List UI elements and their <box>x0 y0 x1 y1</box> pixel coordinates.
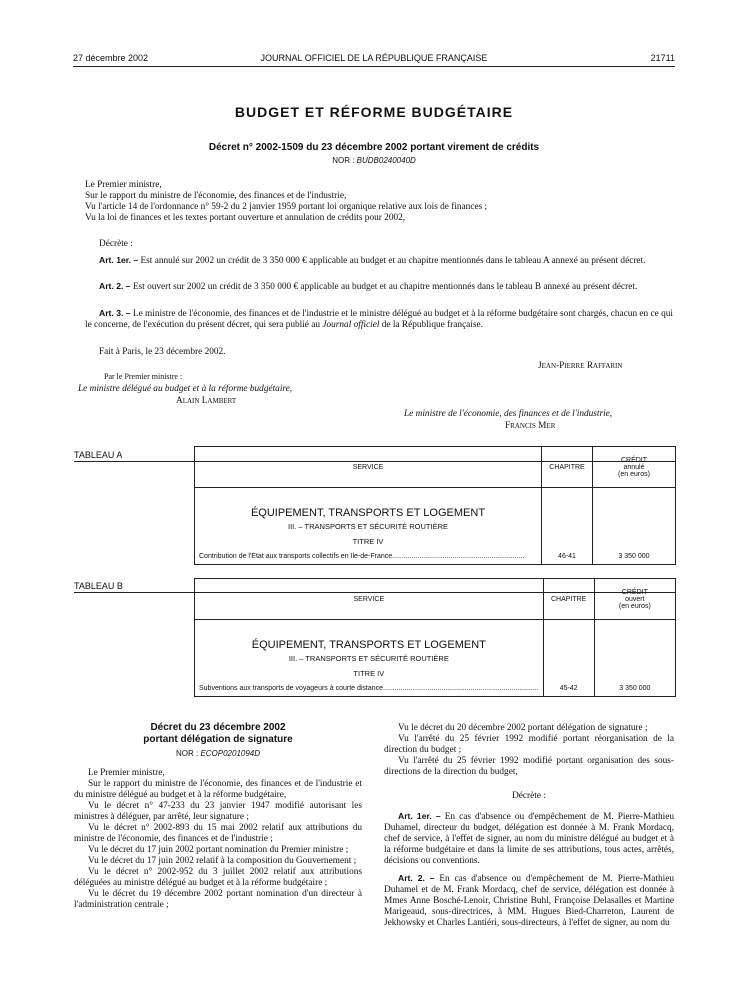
decree1-done: Fait à Paris, le 23 décembre 2002. <box>99 347 226 357</box>
row-credit: 3 350 000 <box>594 620 675 697</box>
header-journal: JOURNAL OFFICIEL DE LA RÉPUBLIQUE FRANÇAISE <box>260 53 488 63</box>
decree2-decrete: Décrète : <box>512 791 546 801</box>
col-chapitre: CHAPITRE <box>542 447 593 488</box>
art1-label: Art. 1er. – <box>99 255 139 265</box>
signer-pm: Jean-Pierre Raffarin <box>538 361 623 371</box>
table-b-label: TABLEAU B <box>74 581 123 591</box>
nor-code: BUDB0240040D <box>356 156 416 165</box>
min-budget-title: Le ministre délégué au budget et à la réforme budgétaire, <box>78 384 293 394</box>
preamble-line: Vu la loi de finances et les textes portant ouverture et annulation de crédits pour 2002, <box>85 213 406 223</box>
header-page: 21711 <box>650 53 675 63</box>
ministry: ÉQUIPEMENT, TRANSPORTS ET LOGEMENT <box>250 507 486 519</box>
decree1-art1 <box>85 255 673 267</box>
art2-text: Est ouvert sur 2002 un crédit de 3 350 000 € applicable au budget et au chapitre mentionnés dans le tableau B annexé au présent décret. <box>132 282 638 292</box>
table-a <box>194 446 676 565</box>
col-chapitre: CHAPITRE <box>543 579 594 620</box>
decree2-title: Décret du 23 décembre 2002 portant délégation de signature <box>143 722 293 745</box>
header-date: 27 décembre 2002 <box>73 53 149 63</box>
decree2-art2: Art. 2. – En cas d'absence ou d'empêchement de M. Pierre-Mathieu Duhamel et de M. Frank Mordacq, chef de service, délégation est donnée à Mmes Anne Bosché-Lenoir, Christine Buhl, Françoise Delasalles et Martine Marigeaud, sous-directrices, à MM. Hugues Bied-Charreton, Laurent de Jekhowsky et Charles Lantiéri, sous-directeurs, à l'effet de signer, au nom du <box>384 873 674 928</box>
section: III. – TRANSPORTS ET SÉCURITÉ ROUTIÈRE <box>288 654 449 663</box>
decree1-nor <box>0 156 748 165</box>
titre: TITRE IV <box>352 537 384 546</box>
para: Vu l'arrêté du 25 février 1992 modifié portant réorganisation de la direction du budget ; <box>384 734 674 755</box>
by-pm: Par le Premier ministre : <box>104 372 183 381</box>
section: III. – TRANSPORTS ET SÉCURITÉ ROUTIÈRE <box>287 522 449 531</box>
art2-label: Art. 2. – <box>99 281 131 291</box>
preamble-line: Le Premier ministre, <box>85 180 162 190</box>
col-service: SERVICE <box>195 447 542 488</box>
decree1-title: Décret n° 2002-1509 du 23 décembre 2002 portant virement de crédits <box>208 142 540 153</box>
decree1-art2 <box>85 281 673 293</box>
para: Vu le décret du 17 juin 2002 relatif à la composition du Gouvernement ; <box>88 856 357 866</box>
row-credit: 3 350 000 <box>593 488 676 565</box>
table-a-label: TABLEAU A <box>74 450 123 460</box>
ministry: ÉQUIPEMENT, TRANSPORTS ET LOGEMENT <box>251 639 486 651</box>
preamble-line: Sur le rapport du ministre de l'économie, des finances et de l'industrie, <box>85 191 347 201</box>
para: Vu le décret n° 2002-893 du 15 mai 2002 relatif aux attributions du ministre de l'économie, des finances et de l'industrie ; <box>74 823 362 844</box>
table-b <box>194 578 676 697</box>
decree2-right-column <box>384 723 674 929</box>
col-credit: CRÉDIT ouvert (en euros) <box>594 579 675 620</box>
min-eco-title: Le ministre de l'économie, des finances et de l'industrie, <box>404 409 613 419</box>
decree2-art1: Art. 1er. – En cas d'absence ou d'empêchement de M. Pierre-Mathieu Duhamel, directeur du budget, délégation est donnée à M. Frank Mordacq, chef de service, à l'effet de signer, au nom du ministre délégué au budget et à la réforme budgétaire et dans la limite de ses attributions, tous actes, arrêtés, décisions ou conventions. <box>384 811 675 866</box>
section-title: BUDGET ET RÉFORME BUDGÉTAIRE <box>234 104 514 120</box>
para: Vu le décret n° 47-233 du 23 janvier 1947 modifié autorisant les ministres à déléguer, par arrêté, leur signature ; <box>74 801 362 822</box>
row-chapitre: 45-42 <box>543 620 594 697</box>
col-service: SERVICE <box>195 579 544 620</box>
para: Sur le rapport du ministre de l'économie, des finances et de l'industrie et du ministre délégué au budget et à la réforme budgétaire, <box>74 779 362 800</box>
para: Vu le décret du 19 décembre 2002 portant nomination d'un directeur à l'administration centrale ; <box>74 889 362 910</box>
para: Vu l'arrêté du 25 février 1992 modifié portant organisation des sous-directions de la direction du budget, <box>384 756 674 777</box>
row-chapitre: 46-41 <box>542 488 593 565</box>
decree2-nor: NOR : ECOP0201094D <box>175 749 261 758</box>
decree1-art3 <box>85 308 673 331</box>
titre: TITRE IV <box>353 669 385 678</box>
min-budget-name: Alain Lambert <box>176 396 237 406</box>
para: Vu le décret du 20 décembre 2002 portant délégation de signature ; <box>398 723 648 733</box>
art3-text: Le ministre de l'économie, des finances et de l'industrie et le ministre délégué au budget et à la réforme budgétaire sont chargés, chacun en ce qui le concerne, de l'exécution du présent décret, qui sera publié au <box>85 309 673 330</box>
min-eco-name: Francis Mer <box>505 421 556 431</box>
row-label: Subventions aux transports de voyageurs à courte distance................................................................................ <box>199 685 539 692</box>
para: Le Premier ministre, <box>88 768 165 778</box>
para: Vu le décret du 17 juin 2002 portant nomination du Premier ministre ; <box>88 845 349 855</box>
header-rule <box>73 66 675 67</box>
col-credit: CRÉDIT annulé (en euros) <box>593 447 676 488</box>
preamble-line: Vu l'article 14 de l'ordonnance n° 59-2 du 2 janvier 1959 portant loi organique relative aux lois de finances ; <box>85 202 488 212</box>
art3-text-end: de la République française. <box>381 320 483 330</box>
para: Vu le décret n° 2002-952 du 3 juillet 2002 relatif aux attributions déléguées au ministre délégué au budget et à la réforme budgétaire ; <box>74 867 362 888</box>
art1-text: Est annulé sur 2002 un crédit de 3 350 000 € applicable au budget et au chapitre mentionnés dans le tableau A annexé au présent décret. <box>140 256 646 266</box>
service-cell <box>195 488 542 565</box>
decree2-left-column <box>74 768 362 911</box>
service-cell <box>195 620 544 697</box>
art3-label: Art. 3. – <box>99 308 131 318</box>
art3-journal: Journal officiel <box>322 320 380 330</box>
nor-label: NOR : <box>332 156 355 165</box>
decree1-preamble <box>85 180 673 224</box>
decree1-decrete: Décrète : <box>99 239 133 249</box>
row-label: Contribution de l'Etat aux transports collectifs en Ile-de-France.................................................................... <box>199 553 525 560</box>
